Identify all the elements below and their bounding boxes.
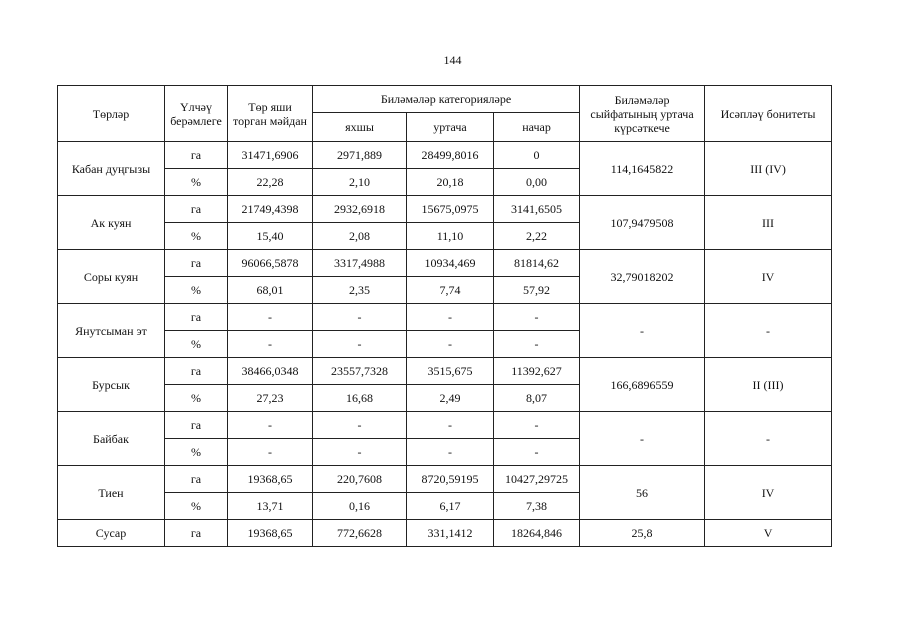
- header-bonitet: Исәпләү бонитеты: [705, 86, 832, 142]
- table-cell: 3515,675: [407, 358, 494, 385]
- bonitet-cell: II (III): [705, 358, 832, 412]
- bonitet-cell: V: [705, 520, 832, 547]
- table-cell: 10934,469: [407, 250, 494, 277]
- table-cell: 2,10: [313, 169, 407, 196]
- table-cell: -: [313, 412, 407, 439]
- table-cell: 38466,0348: [228, 358, 313, 385]
- species-cell: Сусар: [58, 520, 165, 547]
- table-cell: 16,68: [313, 385, 407, 412]
- table-cell: 2,49: [407, 385, 494, 412]
- quality-cell: 107,9479508: [580, 196, 705, 250]
- table-cell: -: [407, 412, 494, 439]
- table-cell: %: [165, 331, 228, 358]
- table-cell: 6,17: [407, 493, 494, 520]
- table-cell: га: [165, 466, 228, 493]
- table-cell: %: [165, 277, 228, 304]
- table-cell: 81814,62: [494, 250, 580, 277]
- table-cell: га: [165, 250, 228, 277]
- table-cell: -: [228, 331, 313, 358]
- species-cell: Янутсыман эт: [58, 304, 165, 358]
- table-cell: га: [165, 520, 228, 547]
- table-cell: 3141,6505: [494, 196, 580, 223]
- table-cell: 19368,65: [228, 520, 313, 547]
- table-cell: %: [165, 223, 228, 250]
- species-cell: Кабан дуңгызы: [58, 142, 165, 196]
- table-cell: га: [165, 196, 228, 223]
- species-cell: Байбак: [58, 412, 165, 466]
- header-quality: Биләмәләр сыйфатының уртача күрсәткече: [580, 86, 705, 142]
- table-cell: -: [494, 304, 580, 331]
- table-cell: 8,07: [494, 385, 580, 412]
- table-cell: га: [165, 358, 228, 385]
- page-number: 144: [443, 53, 462, 67]
- table-cell: 2,35: [313, 277, 407, 304]
- table-cell: 3317,4988: [313, 250, 407, 277]
- table-cell: 331,1412: [407, 520, 494, 547]
- table-cell: %: [165, 385, 228, 412]
- table-cell: 11392,627: [494, 358, 580, 385]
- table-cell: 2971,889: [313, 142, 407, 169]
- table-cell: 68,01: [228, 277, 313, 304]
- table-cell: 23557,7328: [313, 358, 407, 385]
- table-cell: 2932,6918: [313, 196, 407, 223]
- species-cell: Тиен: [58, 466, 165, 520]
- table-cell: -: [407, 304, 494, 331]
- table-body: [58, 142, 832, 547]
- table-cell: -: [228, 412, 313, 439]
- header-poor: начар: [494, 113, 580, 142]
- table-cell: 31471,6906: [228, 142, 313, 169]
- species-cell: Ак куян: [58, 196, 165, 250]
- table-cell: 2,22: [494, 223, 580, 250]
- table-cell: 8720,59195: [407, 466, 494, 493]
- table-cell: -: [228, 439, 313, 466]
- header-good: яхшы: [313, 113, 407, 142]
- table-row: [58, 520, 832, 547]
- table-cell: 15675,0975: [407, 196, 494, 223]
- bonitet-cell: -: [705, 412, 832, 466]
- table-cell: %: [165, 493, 228, 520]
- table-cell: %: [165, 169, 228, 196]
- table-cell: 10427,29725: [494, 466, 580, 493]
- table-row: [58, 466, 832, 493]
- table-cell: га: [165, 412, 228, 439]
- bonitet-cell: IV: [705, 250, 832, 304]
- header-categories: Биләмәләр категорияләре: [313, 86, 580, 113]
- table-cell: 18264,846: [494, 520, 580, 547]
- quality-cell: 114,1645822: [580, 142, 705, 196]
- quality-cell: 25,8: [580, 520, 705, 547]
- bonitet-cell: IV: [705, 466, 832, 520]
- bonitet-table: [57, 85, 832, 547]
- header-area: Төр яши торган мәйдан: [228, 86, 313, 142]
- table-row: [58, 142, 832, 169]
- table-row: [58, 412, 832, 439]
- table-cell: 19368,65: [228, 466, 313, 493]
- table-cell: 15,40: [228, 223, 313, 250]
- quality-cell: 56: [580, 466, 705, 520]
- table-cell: 28499,8016: [407, 142, 494, 169]
- table-cell: -: [407, 439, 494, 466]
- table-cell: 772,6628: [313, 520, 407, 547]
- table-cell: 13,71: [228, 493, 313, 520]
- table-cell: 220,7608: [313, 466, 407, 493]
- bonitet-cell: III (IV): [705, 142, 832, 196]
- table-cell: 57,92: [494, 277, 580, 304]
- table-cell: %: [165, 439, 228, 466]
- table-cell: -: [494, 412, 580, 439]
- table-cell: 7,74: [407, 277, 494, 304]
- table-cell: 21749,4398: [228, 196, 313, 223]
- species-cell: Соры куян: [58, 250, 165, 304]
- table-cell: 11,10: [407, 223, 494, 250]
- table-row: [58, 250, 832, 277]
- table-cell: га: [165, 304, 228, 331]
- header-species: Төрләр: [58, 86, 165, 142]
- table-row: [58, 358, 832, 385]
- table-cell: 0,00: [494, 169, 580, 196]
- bonitet-cell: III: [705, 196, 832, 250]
- table-cell: -: [494, 439, 580, 466]
- quality-cell: -: [580, 412, 705, 466]
- bonitet-cell: -: [705, 304, 832, 358]
- table-cell: -: [228, 304, 313, 331]
- table-cell: 2,08: [313, 223, 407, 250]
- table-cell: га: [165, 142, 228, 169]
- species-cell: Бурсык: [58, 358, 165, 412]
- quality-cell: -: [580, 304, 705, 358]
- table-cell: 20,18: [407, 169, 494, 196]
- table-cell: -: [313, 331, 407, 358]
- table-row: [58, 304, 832, 331]
- quality-cell: 32,79018202: [580, 250, 705, 304]
- table-row: [58, 196, 832, 223]
- table-cell: -: [407, 331, 494, 358]
- table-cell: -: [313, 304, 407, 331]
- table-cell: 27,23: [228, 385, 313, 412]
- table-cell: 22,28: [228, 169, 313, 196]
- quality-cell: 166,6896559: [580, 358, 705, 412]
- table-cell: -: [313, 439, 407, 466]
- header-unit: Үлчәү берәмлеге: [165, 86, 228, 142]
- table-cell: 96066,5878: [228, 250, 313, 277]
- table-cell: 0,16: [313, 493, 407, 520]
- table-cell: 0: [494, 142, 580, 169]
- table-cell: -: [494, 331, 580, 358]
- header-average: уртача: [407, 113, 494, 142]
- table-cell: 7,38: [494, 493, 580, 520]
